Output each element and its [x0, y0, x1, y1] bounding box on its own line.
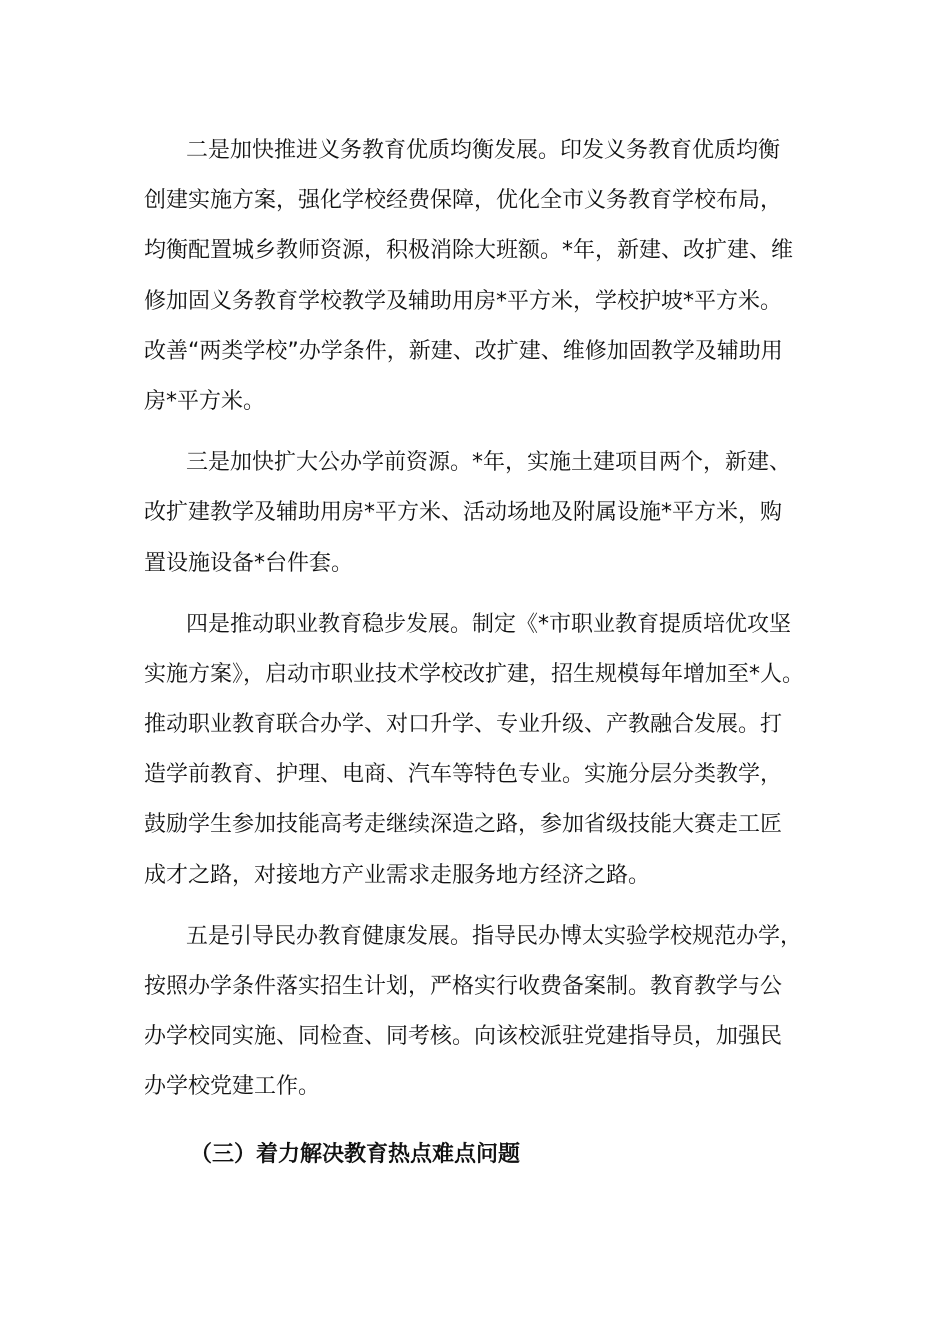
paragraph-line: 置设施设备*台件套。 — [144, 550, 354, 576]
paragraph-preschool-resources — [144, 438, 824, 589]
paragraph-spacer — [144, 427, 824, 438]
paragraph-line: 办学校同实施、同检查、同考核。向该校派驻党建指导员，加强民 — [144, 1024, 783, 1050]
paragraph-spacer — [144, 589, 824, 600]
paragraph-line: 创建实施方案，强化学校经费保障，优化全市义务教育学校布局， — [144, 188, 783, 214]
paragraph-spacer — [144, 901, 824, 912]
paragraph-private-education — [144, 912, 824, 1113]
paragraph-line: 按照办学条件落实招生计划，严格实行收费备案制。教育教学与公 — [144, 974, 783, 999]
paragraph-line: 推动职业教育联合办学、对口升学、专业升级、产教融合发展。打 — [144, 712, 783, 738]
paragraph-line: 鼓励学生参加技能高考走继续深造之路，参加省级技能大赛走工匠 — [144, 812, 783, 838]
paragraph-line: 造学前教育、护理、电商、汽车等特色专业。实施分层分类教学， — [144, 762, 783, 788]
paragraph-line: 五是引导民办教育健康发展。指导民办博太实验学校规范办学， — [186, 923, 803, 949]
paragraph-line: 实施方案》，启动市职业技术学校改扩建，招生规模每年增加至*人。 — [144, 661, 805, 687]
section-heading: （三）着力解决教育热点难点问题 — [190, 1141, 521, 1167]
paragraph-line: 修加固义务教育学校教学及辅助用房*平方米，学校护坡*平方米。 — [144, 288, 783, 314]
paragraph-line: 改善“两类学校”办学条件，新建、改扩建、维修加固教学及辅助用 — [144, 338, 783, 364]
paragraph-line: 办学校党建工作。 — [144, 1074, 321, 1100]
paragraph-spacer — [144, 1113, 824, 1124]
paragraph-line: 二是加快推进义务教育优质均衡发展。印发义务教育优质均衡 — [186, 138, 781, 163]
paragraph-vocational-education — [144, 600, 824, 901]
paragraph-line: 房*平方米。 — [144, 388, 266, 414]
paragraph-line: 四是推动职业教育稳步发展。制定《*市职业教育提质培优攻坚 — [186, 611, 792, 637]
paragraph-line: 均衡配置城乡教师资源，积极消除大班额。*年，新建、改扩建、维 — [144, 238, 794, 264]
paragraph-line: 成才之路，对接地方产业需求走服务地方经济之路。 — [144, 862, 651, 888]
paragraph-compulsory-education — [144, 126, 824, 427]
paragraph-line: 改扩建教学及辅助用房*平方米、活动场地及附属设施*平方米，购 — [144, 500, 783, 526]
document-body — [144, 126, 824, 1180]
paragraph-line: 三是加快扩大公办学前资源。*年，实施土建项目两个，新建、 — [186, 450, 792, 476]
